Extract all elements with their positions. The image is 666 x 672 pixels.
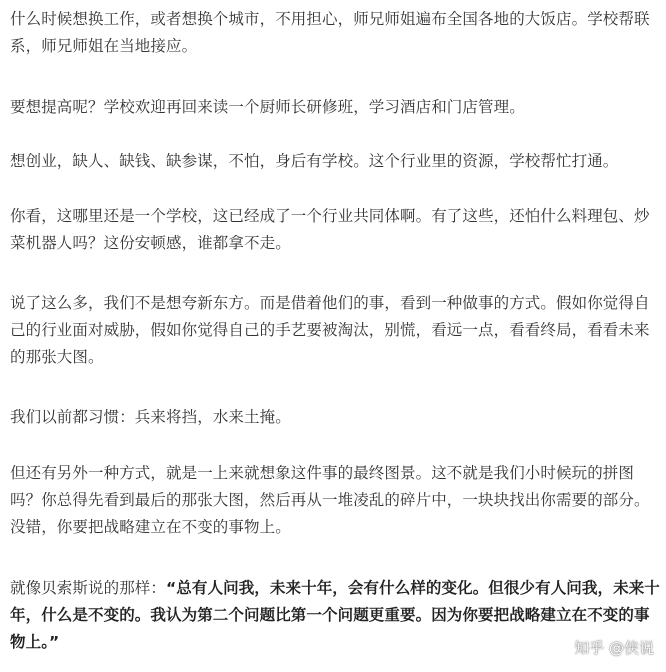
text-line: 要想提高呢？学校欢迎再回来读一个厨师长研修班，学习酒店和门店管理。 xyxy=(10,98,525,116)
text-line: 但还有另外一种方式，就是一上来就想象这件事的最终图景。这不就是我们小时候玩的拼图 xyxy=(10,464,635,482)
quote-intro: 就像贝索斯说的那样： xyxy=(10,579,167,597)
quote-bold: 物上。” xyxy=(10,633,60,651)
paragraph-improve xyxy=(10,94,525,121)
text-line xyxy=(10,575,660,602)
text-line: 什么时候想换工作，或者想换个城市，不用担心，师兄师姐遍布全国各地的大饭店。学校帮联 xyxy=(10,10,650,28)
paragraph-big-picture xyxy=(10,290,650,371)
text-line: 我们以前都习惯：兵来将挡，水来土掩。 xyxy=(10,408,291,426)
paragraph-job-city xyxy=(10,6,650,60)
text-line: 己的行业面对威胁，假如你觉得自己的手艺要被淘汰，别慌，看远一点，看看终局，看看未来 xyxy=(10,321,650,339)
text-line: 你看，这哪里还是一个学校，这已经成了一个行业共同体啊。有了这些，还怕什么料理包、炒 xyxy=(10,207,650,225)
text-line: 吗？你总得先看到最后的那张大图，然后再从一堆凌乱的碎片中，一块块找出你需要的部分。 xyxy=(10,491,650,509)
paragraph-puzzle xyxy=(10,460,650,541)
paragraph-community xyxy=(10,203,650,257)
text-line: 说了这么多，我们不是想夸新东方。而是借着他们的事，看到一种做事的方式。假如你觉得自 xyxy=(10,294,650,312)
text-line: 的那张大图。 xyxy=(10,348,104,366)
quote-bold: 年，什么是不变的。我认为第二个问题比第一个问题更重要。因为你要把战略建立在不变的事 xyxy=(10,606,650,624)
zhihu-watermark: 知乎 @侠说 xyxy=(574,639,654,657)
quote-bold: “总有人问我，未来十年，会有什么样的变化。但很少有人问我，未来十 xyxy=(166,579,660,597)
text-line: 想创业，缺人、缺钱、缺参谋，不怕，身后有学校。这个行业里的资源，学校帮忙打通。 xyxy=(10,152,619,170)
paragraph-startup xyxy=(10,148,618,175)
paragraph-habit xyxy=(10,404,291,431)
text-line: 菜机器人吗？这份安顿感，谁都拿不走。 xyxy=(10,234,291,252)
paragraph-bezos-quote xyxy=(10,575,660,656)
text-line: 没错，你要把战略建立在不变的事物上。 xyxy=(10,518,291,536)
text-line: 系，师兄师姐在当地接应。 xyxy=(10,37,198,55)
